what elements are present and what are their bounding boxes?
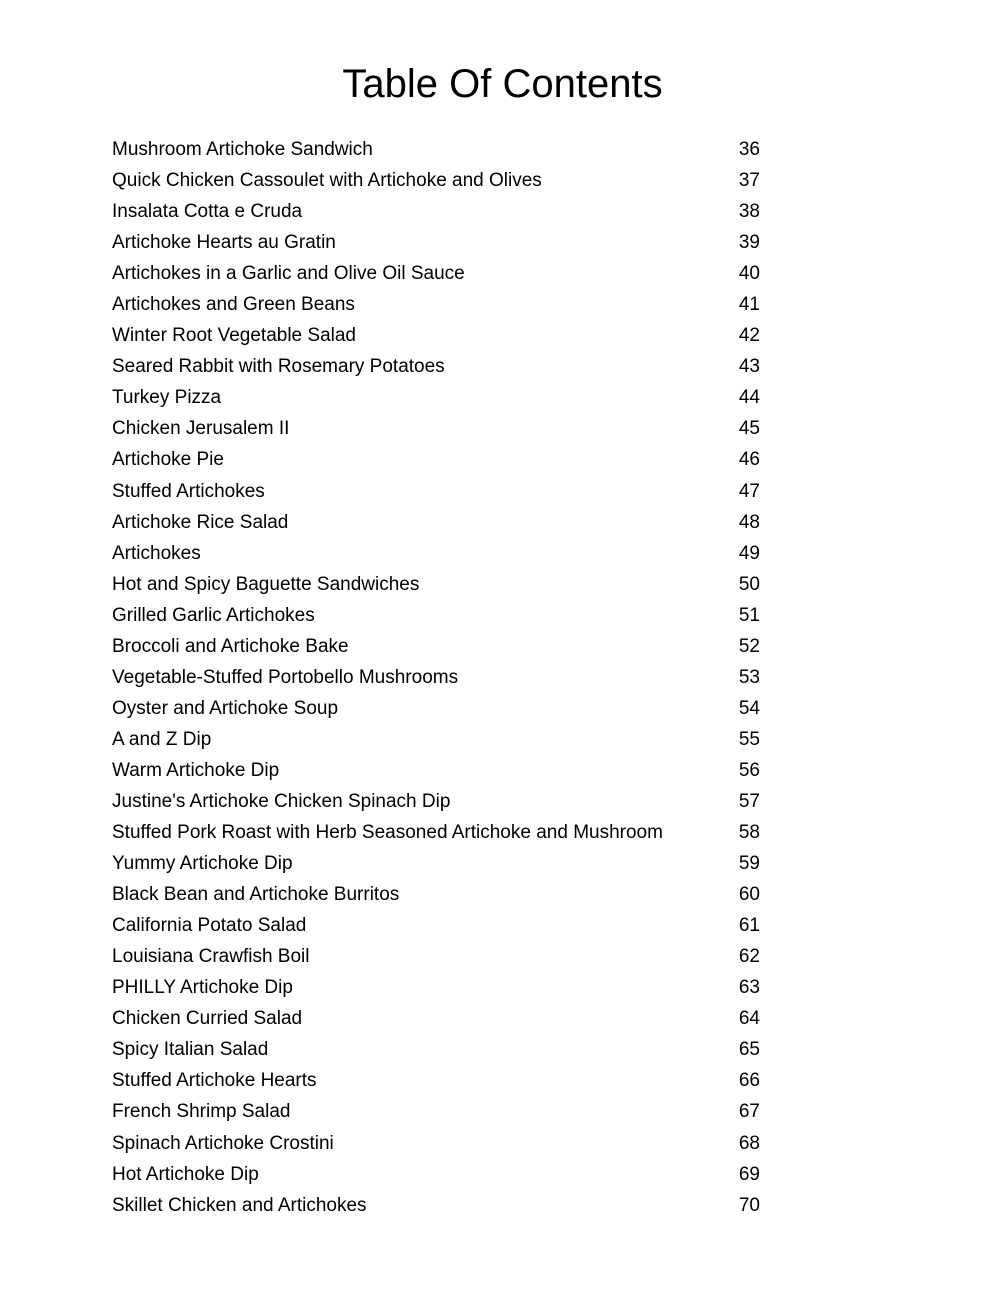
toc-entry-title: Winter Root Vegetable Salad: [112, 325, 356, 347]
toc-entry-title: Justine's Artichoke Chicken Spinach Dip: [112, 790, 451, 812]
toc-entry-title: Louisiana Crawfish Boil: [112, 946, 310, 968]
toc-entry-page-number: 56: [738, 759, 760, 781]
toc-entry-title: Artichokes and Green Beans: [112, 294, 355, 316]
toc-entry-page-number: 57: [738, 790, 760, 812]
toc-entry: [112, 727, 764, 758]
toc-entry-title: A and Z Dip: [112, 728, 212, 750]
toc-entry: [112, 1193, 764, 1224]
toc-entry: [112, 168, 764, 199]
toc-entry-title: Oyster and Artichoke Soup: [112, 697, 339, 719]
toc-entry: [112, 1068, 764, 1099]
toc-entry-title: Artichokes: [112, 542, 201, 564]
toc-entry-page-number: 66: [738, 1070, 760, 1092]
toc-entry-page-number: 36: [738, 139, 760, 160]
toc-entry-title: Broccoli and Artichoke Bake: [112, 635, 349, 657]
toc-entry-title: Artichokes in a Garlic and Olive Oil Sauce: [112, 263, 465, 285]
toc-entry-title: Mushroom Artichoke Sandwich: [112, 139, 373, 160]
toc-entry-title: Quick Chicken Cassoulet with Artichoke and Olives: [112, 170, 542, 192]
toc-entry-title: Insalata Cotta e Cruda: [112, 201, 303, 223]
toc-entry-page-number: 42: [738, 325, 760, 347]
toc-entry-page-number: 39: [738, 232, 760, 254]
toc-entry-title: Grilled Garlic Artichokes: [112, 604, 315, 626]
toc-entry-title: California Potato Salad: [112, 915, 307, 937]
toc-entry: [112, 416, 764, 447]
toc-entry-page-number: 49: [738, 542, 760, 564]
toc-entry-title: Artichoke Pie: [112, 449, 224, 471]
toc-entry: [112, 851, 764, 882]
toc-entry-title: Seared Rabbit with Rosemary Potatoes: [112, 356, 445, 378]
toc-entry: [112, 944, 764, 975]
toc-entry-title: Stuffed Artichokes: [112, 480, 265, 502]
toc-entry-page-number: 65: [738, 1039, 760, 1061]
toc-entry-page-number: 59: [738, 853, 760, 875]
toc-entry-title: Hot and Spicy Baguette Sandwiches: [112, 573, 420, 595]
toc-entry: [112, 447, 764, 478]
toc-entry-title: Hot Artichoke Dip: [112, 1163, 259, 1185]
toc-entry-page-number: 45: [738, 418, 760, 440]
toc-list: [112, 137, 764, 1224]
toc-entry: [112, 1037, 764, 1068]
toc-entry: [112, 634, 764, 665]
toc-entry: [112, 323, 764, 354]
toc-entry-title: Chicken Curried Salad: [112, 1008, 303, 1030]
toc-entry: [112, 510, 764, 541]
toc-entry-title: PHILLY Artichoke Dip: [112, 977, 293, 999]
toc-entry-page-number: 53: [738, 666, 760, 688]
toc-entry: [112, 572, 764, 603]
toc-entry-page-number: 48: [738, 511, 760, 533]
toc-entry: [112, 1162, 764, 1193]
toc-entry-title: Stuffed Pork Roast with Herb Seasoned Artichoke and Mushroom: [112, 822, 663, 844]
toc-entry-page-number: 64: [738, 1008, 760, 1030]
toc-entry: [112, 758, 764, 789]
toc-entry-title: Spicy Italian Salad: [112, 1039, 269, 1061]
toc-entry-page-number: 67: [738, 1101, 760, 1123]
toc-entry-title: Turkey Pizza: [112, 387, 222, 409]
toc-entry-title: Artichoke Hearts au Gratin: [112, 232, 336, 254]
toc-entry: [112, 137, 764, 168]
toc-entry: [112, 913, 764, 944]
toc-entry-page-number: 55: [738, 728, 760, 750]
toc-entry: [112, 696, 764, 727]
toc-entry-page-number: 47: [738, 480, 760, 502]
toc-entry: [112, 789, 764, 820]
toc-entry-page-number: 60: [738, 884, 760, 906]
toc-entry: [112, 820, 764, 851]
toc-entry-page-number: 63: [738, 977, 760, 999]
toc-entry-title: Artichoke Rice Salad: [112, 511, 289, 533]
toc-entry-page-number: 50: [738, 573, 760, 595]
toc-entry: [112, 479, 764, 510]
toc-entry: [112, 665, 764, 696]
toc-entry: [112, 975, 764, 1006]
toc-entry-page-number: 46: [738, 449, 760, 471]
toc-entry-page-number: 52: [738, 635, 760, 657]
toc-entry-title: Yummy Artichoke Dip: [112, 853, 293, 875]
toc-entry-page-number: 43: [738, 356, 760, 378]
toc-entry-page-number: 51: [738, 604, 760, 626]
toc-entry-page-number: 68: [738, 1132, 760, 1154]
toc-entry: [112, 1131, 764, 1162]
toc-entry: [112, 541, 764, 572]
toc-entry-page-number: 38: [738, 201, 760, 223]
toc-entry-page-number: 61: [738, 915, 760, 937]
toc-entry-title: Stuffed Artichoke Hearts: [112, 1070, 317, 1092]
toc-entry: [112, 292, 764, 323]
toc-entry-page-number: 58: [738, 822, 760, 844]
toc-entry: [112, 603, 764, 634]
toc-entry: [112, 882, 764, 913]
toc-entry-title: Spinach Artichoke Crostini: [112, 1132, 334, 1154]
toc-entry-page-number: 69: [738, 1163, 760, 1185]
toc-entry-page-number: 44: [738, 387, 760, 409]
toc-entry-page-number: 41: [738, 294, 760, 316]
toc-entry: [112, 199, 764, 230]
toc-entry: [112, 230, 764, 261]
toc-entry: [112, 385, 764, 416]
toc-entry-title: Skillet Chicken and Artichokes: [112, 1194, 367, 1216]
toc-entry-title: Warm Artichoke Dip: [112, 759, 280, 781]
toc-entry-title: Chicken Jerusalem II: [112, 418, 290, 440]
page-title: Table Of Contents: [342, 62, 663, 106]
toc-entry: [112, 261, 764, 292]
toc-entry-page-number: 37: [738, 170, 760, 192]
toc-entry-title: Vegetable-Stuffed Portobello Mushrooms: [112, 666, 459, 688]
toc-entry-page-number: 70: [738, 1194, 760, 1216]
toc-entry: [112, 1099, 764, 1130]
toc-entry-title: Black Bean and Artichoke Burritos: [112, 884, 400, 906]
toc-entry-title: French Shrimp Salad: [112, 1101, 291, 1123]
toc-entry: [112, 354, 764, 385]
toc-entry-page-number: 62: [738, 946, 760, 968]
toc-entry: [112, 1006, 764, 1037]
toc-entry-page-number: 40: [738, 263, 760, 285]
toc-entry-page-number: 54: [738, 697, 760, 719]
